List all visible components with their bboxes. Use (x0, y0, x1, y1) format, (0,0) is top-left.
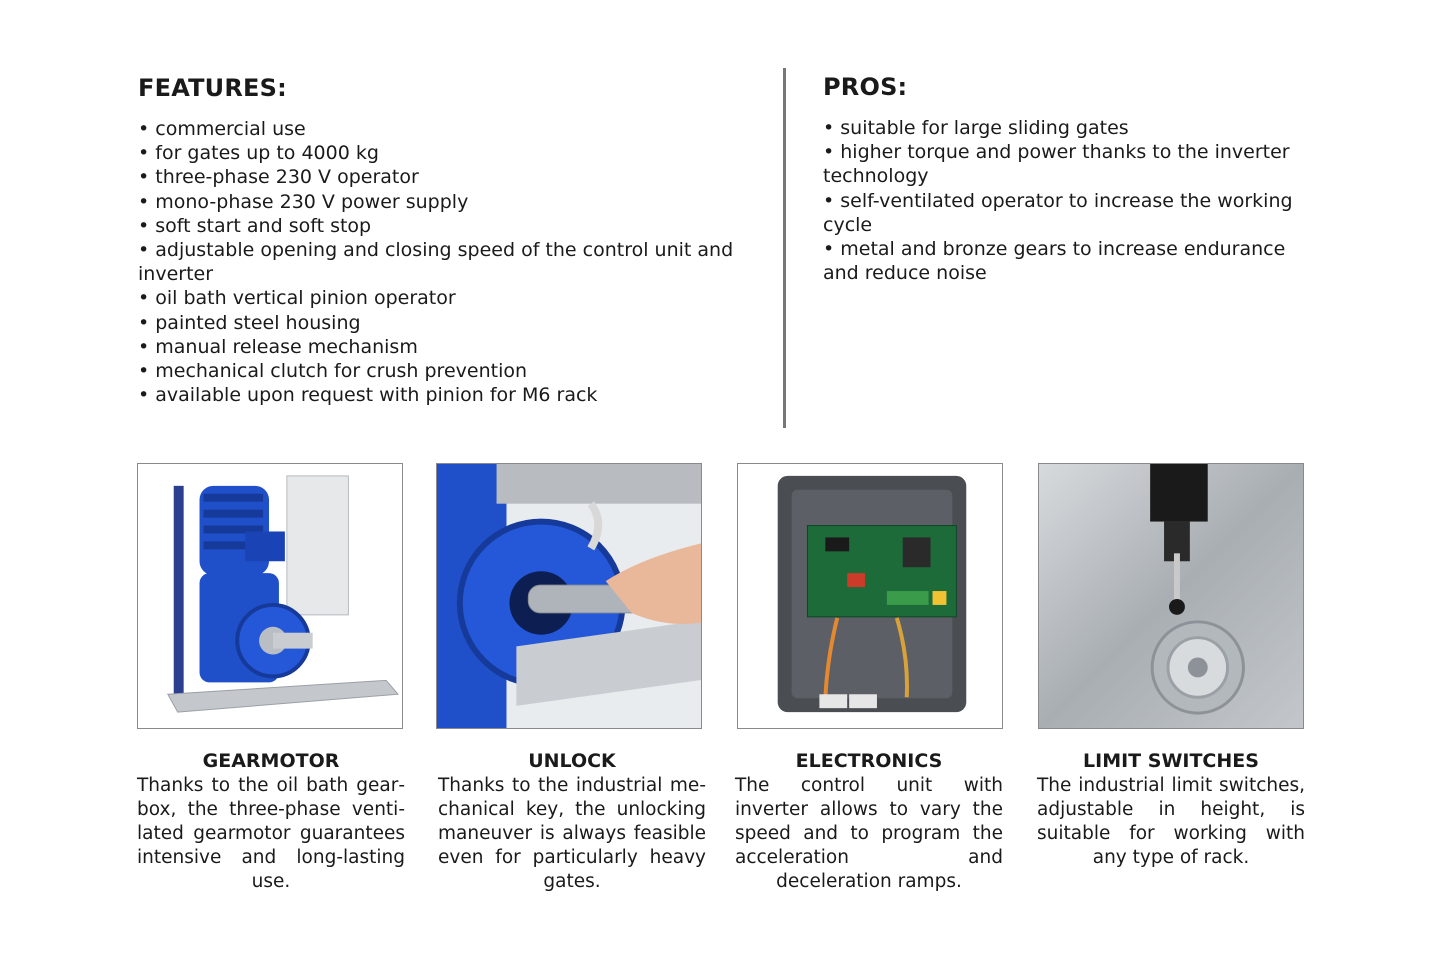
list-item: • metal and bronze gears to increase endurance and reduce noise (823, 237, 1303, 285)
list-item: • adjustable opening and closing speed of the control unit and inverter (138, 238, 738, 286)
list-item: • painted steel housing (138, 311, 738, 335)
list-item: • available upon request with pinion for M6 rack (138, 383, 738, 407)
list-item: • soft start and soft stop (138, 214, 738, 238)
card-title-electronics: ELECTRONICS (795, 750, 943, 772)
pros-heading: PROS: (823, 73, 908, 101)
limit-switches-illustration (1039, 464, 1303, 728)
list-item: • suitable for large sliding gates (823, 116, 1303, 140)
unlock-illustration (437, 464, 701, 728)
card-title-unlock: UNLOCK (528, 750, 616, 772)
card-text-unlock: Thanks to the industrial mechanical key, the unlocking maneuver is always feasible even for particularly heavy gates. (438, 775, 706, 892)
list-item: • mono-phase 230 V power supply (138, 190, 738, 214)
list-item: • self-ventilated operator to increase the working cycle (823, 189, 1303, 237)
card-text-gearmotor: Thanks to the oil bath gearbox, the three-phase ventilated gearmotor guarantees intensive and long-lasting use. (137, 775, 405, 892)
card-title-gearmotor: GEARMOTOR (202, 750, 340, 772)
list-item: • commercial use (138, 117, 738, 141)
gearmotor-photo (137, 463, 403, 729)
limit-switches-photo (1038, 463, 1304, 729)
list-item: • three-phase 230 V operator (138, 165, 738, 189)
column-divider (783, 68, 786, 428)
features-list (138, 117, 738, 407)
card-title-limit-switches: LIMIT SWITCHES (1083, 750, 1259, 772)
list-item: • manual release mechanism (138, 335, 738, 359)
card-text-limit-switches: The industrial limit switches, adjustable in height, is suitable for working with any type of rack. (1037, 775, 1305, 868)
electronics-photo (737, 463, 1003, 729)
list-item: • for gates up to 4000 kg (138, 141, 738, 165)
list-item: • mechanical clutch for crush prevention (138, 359, 738, 383)
unlock-photo (436, 463, 702, 729)
electronics-illustration (738, 464, 1002, 728)
card-text-electronics: The control unit with inverter allows to vary the speed and to program the acceleration and deceleration ramps. (735, 775, 1003, 892)
pros-list (823, 116, 1303, 285)
gearmotor-illustration (138, 464, 402, 728)
list-item: • higher torque and power thanks to the inverter technology (823, 140, 1303, 188)
list-item: • oil bath vertical pinion operator (138, 286, 738, 310)
features-heading: FEATURES: (138, 74, 287, 102)
